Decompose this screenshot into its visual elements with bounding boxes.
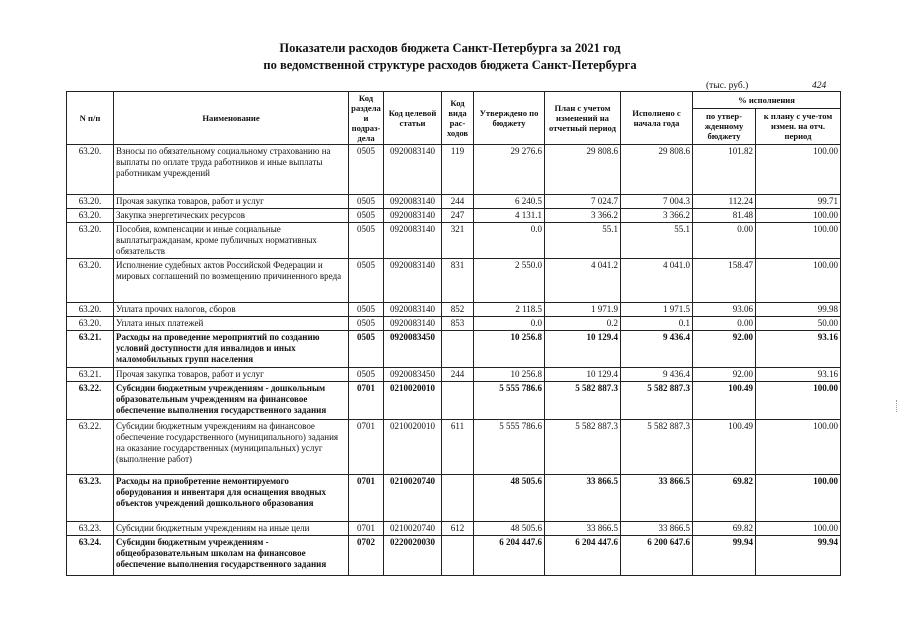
row-executed: 4 041.0: [621, 259, 693, 303]
row-target-code: 0920083450: [384, 331, 442, 368]
row-pct-approved: 100.49: [693, 420, 756, 475]
row-plan: 6 204 447.6: [545, 536, 621, 576]
row-target-code: 0210020010: [384, 382, 442, 420]
row-approved: 0.0: [474, 317, 545, 331]
row-approved: 0.0: [474, 223, 545, 259]
row-pct-approved: 92.00: [693, 368, 756, 382]
row-type-code: 853: [442, 317, 474, 331]
row-name: Пособия, компенсации и иные социальные выплатыгражданам, кроме публичных нормативных обязательств: [114, 223, 349, 259]
table-row: [67, 331, 841, 368]
row-num: 63.22.: [67, 382, 114, 420]
row-executed: 33 866.5: [621, 475, 693, 522]
table-row: [67, 420, 841, 475]
header-plan: План с учетом изменений на отчетный период: [545, 92, 621, 145]
row-type-code: [442, 331, 474, 368]
table-row: [67, 195, 841, 209]
row-name: Закупка энергетических ресурсов: [114, 209, 349, 223]
row-plan: 7 024.7: [545, 195, 621, 209]
row-type-code: 244: [442, 368, 474, 382]
row-pct-plan: 100.00: [756, 475, 841, 522]
row-target-code: 0920083140: [384, 209, 442, 223]
header-approved: Утверждено по бюджету: [474, 92, 545, 145]
row-target-code: 0210020740: [384, 475, 442, 522]
row-approved: 6 204 447.6: [474, 536, 545, 576]
row-type-code: 852: [442, 303, 474, 317]
header-pct-approved: по утвер-жденному бюджету: [693, 108, 756, 144]
row-name: Взносы по обязательному социальному страхованию на выплаты по оплате труда работников и иные выплаты работникам учреждений: [114, 145, 349, 195]
header-target-code: Код целевой статьи: [384, 92, 442, 145]
row-num: 63.20.: [67, 195, 114, 209]
row-pct-plan: 50.00: [756, 317, 841, 331]
row-target-code: 0210020010: [384, 420, 442, 475]
row-plan: 0.2: [545, 317, 621, 331]
header-num: N п/п: [67, 92, 114, 145]
row-plan: 33 866.5: [545, 475, 621, 522]
row-plan: 33 866.5: [545, 522, 621, 536]
row-pct-approved: 100.49: [693, 382, 756, 420]
row-name: Расходы на проведение мероприятий по созданию условий доступности для инвалидов и иных маломобильных групп населения: [114, 331, 349, 368]
row-pct-plan: 99.94: [756, 536, 841, 576]
table-row: [67, 259, 841, 303]
table-row: [67, 536, 841, 576]
row-pct-approved: 0.00: [693, 223, 756, 259]
row-plan: 4 041.2: [545, 259, 621, 303]
row-pct-plan: 99.98: [756, 303, 841, 317]
header-section-code: Код раздела и подраз-дела: [349, 92, 384, 145]
header-name: Наименование: [114, 92, 349, 145]
table-row: [67, 209, 841, 223]
row-approved: 29 276.6: [474, 145, 545, 195]
row-target-code: 0920083450: [384, 368, 442, 382]
table-row: [67, 223, 841, 259]
table-row: [67, 145, 841, 195]
row-name: Субсидии бюджетным учреждениям на иные цели: [114, 522, 349, 536]
row-section-code: 0505: [349, 259, 384, 303]
table-row: [67, 522, 841, 536]
row-plan: 5 582 887.3: [545, 382, 621, 420]
table-row: [67, 368, 841, 382]
row-approved: 2 550.0: [474, 259, 545, 303]
row-section-code: 0505: [349, 195, 384, 209]
row-executed: 3 366.2: [621, 209, 693, 223]
row-pct-approved: 0.00: [693, 317, 756, 331]
row-pct-approved: 99.94: [693, 536, 756, 576]
row-approved: 5 555 786.6: [474, 382, 545, 420]
row-approved: 48 505.6: [474, 522, 545, 536]
row-executed: 5 582 887.3: [621, 382, 693, 420]
row-num: 63.20.: [67, 209, 114, 223]
budget-table: [66, 91, 841, 576]
row-pct-plan: 100.00: [756, 145, 841, 195]
row-name: Прочая закупка товаров, работ и услуг: [114, 368, 349, 382]
row-executed: 6 200 647.6: [621, 536, 693, 576]
row-executed: 29 808.6: [621, 145, 693, 195]
row-type-code: 244: [442, 195, 474, 209]
row-plan: 10 129.4: [545, 331, 621, 368]
row-type-code: [442, 382, 474, 420]
row-num: 63.24.: [67, 536, 114, 576]
row-executed: 0.1: [621, 317, 693, 331]
units-label: (тыс. руб.): [706, 81, 749, 91]
row-num: 63.20.: [67, 259, 114, 303]
row-pct-plan: 100.00: [756, 223, 841, 259]
row-plan: 29 808.6: [545, 145, 621, 195]
row-name: Расходы на приобретение немонтируемого оборудования и инвентаря для оснащения вводных объектов учреждений дошкольного образования: [114, 475, 349, 522]
row-section-code: 0701: [349, 382, 384, 420]
row-pct-approved: 69.82: [693, 522, 756, 536]
row-plan: 1 971.9: [545, 303, 621, 317]
row-section-code: 0505: [349, 223, 384, 259]
row-executed: 33 866.5: [621, 522, 693, 536]
row-plan: 10 129.4: [545, 368, 621, 382]
row-num: 63.23.: [67, 475, 114, 522]
header-pct-group: % исполнения: [693, 92, 841, 109]
row-approved: 4 131.1: [474, 209, 545, 223]
row-num: 63.20.: [67, 145, 114, 195]
row-target-code: 0920083140: [384, 145, 442, 195]
document-title-line1: Показатели расходов бюджета Санкт-Петербурга за 2021 год: [279, 41, 621, 55]
scan-artifact: [896, 400, 898, 412]
row-approved: 10 256.8: [474, 368, 545, 382]
row-type-code: [442, 536, 474, 576]
row-pct-approved: 112.24: [693, 195, 756, 209]
row-name: Субсидии бюджетным учреждениям - общеобразовательным школам на финансовое обеспечение выполнения государственного задания: [114, 536, 349, 576]
row-name: Уплата прочих налогов, сборов: [114, 303, 349, 317]
row-pct-approved: 69.82: [693, 475, 756, 522]
header-pct-plan: к плану с уче-том измен. на отч. период: [756, 108, 841, 144]
row-approved: 2 118.5: [474, 303, 545, 317]
row-plan: 5 582 887.3: [545, 420, 621, 475]
row-name: Прочая закупка товаров, работ и услуг: [114, 195, 349, 209]
row-pct-approved: 81.48: [693, 209, 756, 223]
row-approved: 5 555 786.6: [474, 420, 545, 475]
row-name: Субсидии бюджетным учреждениям - дошкольным образовательным учреждениям на финансовое обеспечение выполнения государственного задания: [114, 382, 349, 420]
row-plan: 55.1: [545, 223, 621, 259]
row-num: 63.21.: [67, 331, 114, 368]
table-row: [67, 475, 841, 522]
page-number: 424: [812, 81, 827, 91]
row-num: 63.20.: [67, 303, 114, 317]
row-target-code: 0920083140: [384, 195, 442, 209]
row-type-code: 611: [442, 420, 474, 475]
row-num: 63.21.: [67, 368, 114, 382]
row-executed: 7 004.3: [621, 195, 693, 209]
document-title-line2: по ведомственной структуре расходов бюджета Санкт-Петербурга: [263, 58, 637, 72]
row-name: Уплата иных платежей: [114, 317, 349, 331]
row-target-code: 0920083140: [384, 303, 442, 317]
row-pct-plan: 93.16: [756, 368, 841, 382]
header-type-code: Код вида рас-ходов: [442, 92, 474, 145]
row-section-code: 0701: [349, 522, 384, 536]
header-executed: Исполнено с начала года: [621, 92, 693, 145]
row-name: Субсидии бюджетным учреждениям на финансовое обеспечение государственного (муниципального) задания на оказание государственных (муниципальных) услуг (выполнение работ): [114, 420, 349, 475]
row-type-code: 247: [442, 209, 474, 223]
row-plan: 3 366.2: [545, 209, 621, 223]
table-row: [67, 382, 841, 420]
row-target-code: 0220020030: [384, 536, 442, 576]
row-pct-plan: 100.00: [756, 420, 841, 475]
row-pct-plan: 100.00: [756, 382, 841, 420]
row-pct-plan: 99.71: [756, 195, 841, 209]
row-num: 63.22.: [67, 420, 114, 475]
row-approved: 10 256.8: [474, 331, 545, 368]
row-pct-plan: 93.16: [756, 331, 841, 368]
row-num: 63.20.: [67, 317, 114, 331]
row-num: 63.23.: [67, 522, 114, 536]
row-pct-plan: 100.00: [756, 259, 841, 303]
row-section-code: 0505: [349, 145, 384, 195]
row-section-code: 0505: [349, 368, 384, 382]
row-type-code: 612: [442, 522, 474, 536]
row-approved: 48 505.6: [474, 475, 545, 522]
row-section-code: 0701: [349, 475, 384, 522]
row-name: Исполнение судебных актов Российской Федерации и мировых соглашений по возмещению причиненного вреда: [114, 259, 349, 303]
row-pct-approved: 92.00: [693, 331, 756, 368]
row-target-code: 0920083140: [384, 317, 442, 331]
row-type-code: 321: [442, 223, 474, 259]
row-pct-approved: 93.06: [693, 303, 756, 317]
row-executed: 9 436.4: [621, 331, 693, 368]
row-target-code: 0920083140: [384, 223, 442, 259]
row-section-code: 0702: [349, 536, 384, 576]
table-row: [67, 303, 841, 317]
table-row: [67, 317, 841, 331]
row-type-code: 831: [442, 259, 474, 303]
row-executed: 9 436.4: [621, 368, 693, 382]
row-pct-approved: 158.47: [693, 259, 756, 303]
row-num: 63.20.: [67, 223, 114, 259]
row-type-code: 119: [442, 145, 474, 195]
row-executed: 55.1: [621, 223, 693, 259]
row-executed: 5 582 887.3: [621, 420, 693, 475]
row-pct-approved: 101.82: [693, 145, 756, 195]
row-section-code: 0505: [349, 317, 384, 331]
row-pct-plan: 100.00: [756, 209, 841, 223]
row-executed: 1 971.5: [621, 303, 693, 317]
row-approved: 6 240.5: [474, 195, 545, 209]
row-target-code: 0920083140: [384, 259, 442, 303]
row-target-code: 0210020740: [384, 522, 442, 536]
row-section-code: 0505: [349, 303, 384, 317]
row-section-code: 0701: [349, 420, 384, 475]
row-section-code: 0505: [349, 331, 384, 368]
row-pct-plan: 100.00: [756, 522, 841, 536]
row-section-code: 0505: [349, 209, 384, 223]
row-type-code: [442, 475, 474, 522]
